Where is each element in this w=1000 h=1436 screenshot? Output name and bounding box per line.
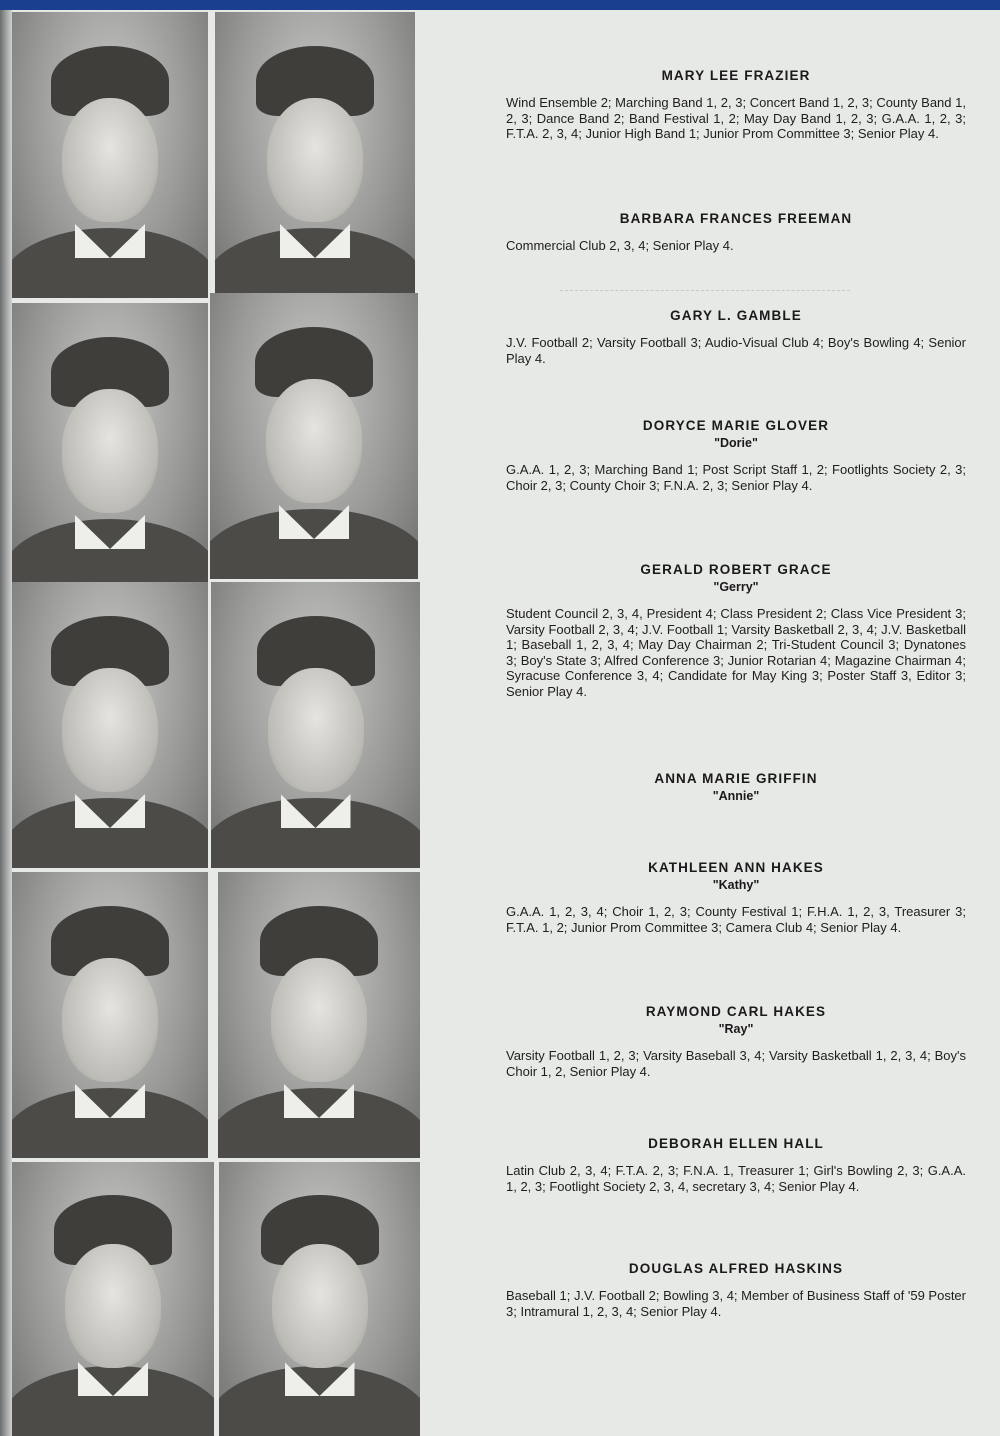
- student-activities: Baseball 1; J.V. Football 2; Bowling 3, 4; Member of Business Staff of '59 Poster 3; Intramural 1, 2, 3, 4; Senior Play 4.: [506, 1288, 966, 1319]
- senior-entry: [506, 308, 966, 366]
- student-name: DOUGLAS ALFRED HASKINS: [628, 1261, 844, 1276]
- student-activities: G.A.A. 1, 2, 3, 4; Choir 1, 2, 3; County Festival 1; F.H.A. 1, 2, 3, Treasurer 3; F.T.A. 1, 2; Junior Prom Committee 3; Camera Club 4; Senior Play 4.: [506, 904, 966, 935]
- student-name: GERALD ROBERT GRACE: [640, 562, 832, 577]
- student-name: BARBARA FRANCES FREEMAN: [619, 211, 853, 226]
- student-activities: Wind Ensemble 2; Marching Band 1, 2, 3; Concert Band 1, 2, 3; County Band 1, 2, 3; Dance Band 2; Band Festival 1, 2; May Day Band 1, 2, 3; G.A.A. 1, 2, 3; F.T.A. 2, 3, 4; Junior High Band 1; Junior Prom Committee 3; Senior Play 4.: [506, 95, 966, 141]
- student-activities: Commercial Club 2, 3, 4; Senior Play 4.: [506, 238, 734, 253]
- senior-entry: [506, 211, 966, 254]
- senior-entry: [506, 1004, 966, 1079]
- student-nickname: "Annie": [712, 789, 760, 803]
- senior-entry: [506, 860, 966, 935]
- student-activities: Latin Club 2, 3, 4; F.T.A. 2, 3; F.N.A. 1, Treasurer 1; Girl's Bowling 2, 3; G.A.A. 1, 2, 3; Footlight Society 2, 3, 4, secretary 3, 4; Senior Play 4.: [506, 1163, 966, 1194]
- senior-entry: [506, 1261, 966, 1319]
- student-nickname: "Dorie": [714, 436, 758, 450]
- student-nickname: "Gerry": [713, 580, 759, 594]
- student-name: ANNA MARIE GRIFFIN: [654, 771, 818, 786]
- yearbook-page: [0, 10, 1000, 1436]
- senior-entry: [506, 68, 966, 142]
- senior-entry: [506, 562, 966, 699]
- student-name: MARY LEE FRAZIER: [661, 68, 811, 83]
- student-activities: Student Council 2, 3, 4, President 4; Class President 2; Class Vice President 3; Varsity Football 2, 3, 4; J.V. Football 1; Varsity Basketball 2, 3, 4; J.V. Basketball 1; Baseball 1, 2, 3, 4; May Day Chairman 2; Tri-Student Council 3; Dynatones 3; Boy's State 3; Alfred Conference 3; Junior Rotarian 4; Magazine Chairman 4; Syracuse Conference 3, 4; Candidate for May King 3; Poster Staff 3, Editor 3; Senior Play 4.: [506, 606, 966, 699]
- student-name: DEBORAH ELLEN HALL: [648, 1136, 824, 1151]
- student-name: KATHLEEN ANN HAKES: [648, 860, 824, 875]
- student-name: RAYMOND CARL HAKES: [645, 1004, 827, 1019]
- student-activities: J.V. Football 2; Varsity Football 3; Audio-Visual Club 4; Boy's Bowling 4; Senior Play 4.: [506, 335, 966, 366]
- student-name: GARY L. GAMBLE: [670, 308, 802, 323]
- senior-entry: [506, 771, 966, 803]
- student-name: DORYCE MARIE GLOVER: [642, 418, 830, 433]
- senior-entry: [506, 1136, 966, 1194]
- student-nickname: "Ray": [718, 1022, 754, 1036]
- student-nickname: "Kathy": [712, 878, 760, 892]
- senior-entries: [0, 10, 1000, 1436]
- senior-entry: [506, 418, 966, 493]
- student-activities: Varsity Football 1, 2, 3; Varsity Baseball 3, 4; Varsity Basketball 1, 2, 3, 4; Boy's Choir 1, 2, Senior Play 4.: [506, 1048, 966, 1079]
- student-activities: G.A.A. 1, 2, 3; Marching Band 1; Post Script Staff 1, 2; Footlights Society 2, 3; Choir 2, 3; County Choir 3; F.N.A. 2, 3; Senior Play 4.: [506, 462, 966, 493]
